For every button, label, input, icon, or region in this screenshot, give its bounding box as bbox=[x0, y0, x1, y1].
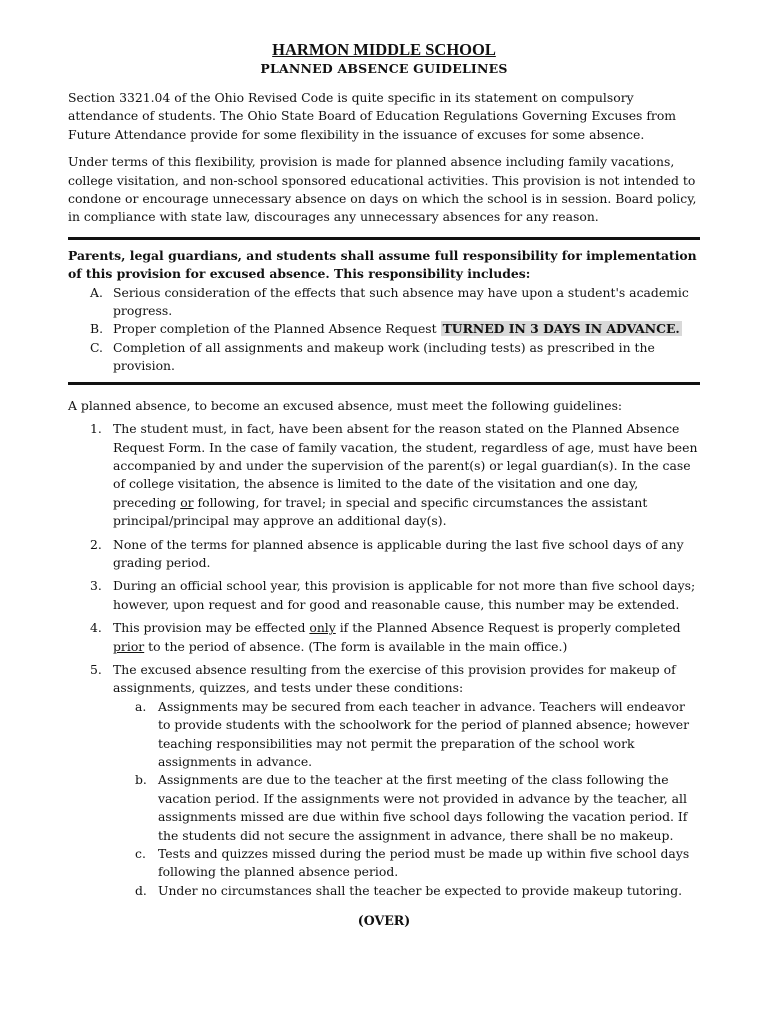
intro-paragraph-2: Under terms of this flexibility, provision is made for planned absence including family vacations, college visitation, and non-school sponsored educational activities. This provision is not intended to condone or encourage unnecessary absence on days on which the school is in session. Board policy, in compliance with state law, discourages any unnecessary absences for any reason. bbox=[68, 154, 697, 225]
section-divider-top bbox=[68, 237, 700, 240]
guideline-text: The excused absence resulting from the exercise of this provision provides for makeup of assignments, quizzes, and tests under these conditions: bbox=[113, 661, 676, 696]
list-item bbox=[113, 698, 700, 772]
school-title: HARMON MIDDLE SCHOOL bbox=[272, 40, 496, 59]
list-item bbox=[113, 882, 700, 900]
guideline-text: to the period of absence. (The form is available in the main office.) bbox=[144, 638, 568, 654]
document-subtitle: PLANNED ABSENCE GUIDELINES bbox=[260, 61, 508, 76]
list-marker: b. bbox=[135, 772, 147, 788]
underlined-word: prior bbox=[113, 638, 145, 654]
advance-notice-highlight: TURNED IN 3 DAYS IN ADVANCE. bbox=[442, 321, 680, 337]
guideline-item-4 bbox=[68, 619, 700, 656]
list-item-text: Assignments are due to the teacher at the first meeting of the class following the vacation period. If the assignments were not provided in advance by the teacher, all assignments missed are due within five school days following the vacation period. If the students did not secure the assignment in advance, there shall be no makeup. bbox=[158, 772, 688, 843]
list-item bbox=[68, 320, 700, 338]
list-item-text: Proper completion of the Planned Absence Request bbox=[113, 321, 441, 337]
guideline-text: This provision may be effected bbox=[113, 620, 310, 636]
list-item-text: Assignments may be secured from each teacher in advance. Teachers will endeavor to provide students with the schoolwork for the period of planned absence; however teaching responsibilities may not permit the preparation of the school work assignments in advance. bbox=[158, 698, 690, 769]
guideline-text: None of the terms for planned absence is applicable during the last five school days of any grading period. bbox=[113, 536, 684, 570]
makeup-conditions-list bbox=[113, 698, 700, 900]
list-marker: d. bbox=[135, 882, 147, 898]
list-marker: C. bbox=[90, 339, 103, 355]
list-item-text: Under no circumstances shall the teacher be expected to provide makeup tutoring. bbox=[158, 882, 683, 898]
list-item bbox=[68, 339, 700, 376]
list-marker: B. bbox=[90, 321, 104, 337]
guideline-item-2 bbox=[68, 536, 700, 573]
list-marker: 5. bbox=[90, 661, 102, 677]
guideline-item-1 bbox=[68, 420, 700, 530]
underlined-word: only bbox=[309, 620, 336, 636]
guideline-text: following, for travel; in special and specific circumstances the assistant principal/principal may approve an additional day(s). bbox=[113, 494, 648, 529]
list-marker: 4. bbox=[90, 620, 102, 636]
section-divider-bottom bbox=[68, 382, 700, 385]
list-marker: 3. bbox=[90, 578, 102, 594]
intro-paragraph-1: Section 3321.04 of the Ohio Revised Code is quite specific in its statement on compulsory attendance of students. The Ohio State Board of Education Regulations Governing Excuses from Future Attendance provide for some flexibility in the issuance of excuses for some absence. bbox=[68, 90, 677, 142]
list-item-text: Tests and quizzes missed during the period must be made up within five school days following the planned absence period. bbox=[158, 846, 690, 880]
guidelines-list bbox=[68, 420, 700, 900]
guideline-text: During an official school year, this provision is applicable for not more than five school days; however, upon request and for good and reasonable cause, this number may be extended. bbox=[113, 578, 696, 612]
list-marker: A. bbox=[90, 284, 103, 300]
list-item bbox=[113, 771, 700, 845]
list-marker: 2. bbox=[90, 536, 102, 552]
guideline-item-3 bbox=[68, 577, 700, 614]
list-marker: a. bbox=[135, 698, 147, 714]
over-indicator: (OVER) bbox=[357, 913, 411, 929]
list-item-text: Serious consideration of the effects that such absence may have upon a student's academic progress. bbox=[113, 284, 689, 319]
guideline-text: if the Planned Absence Request is properly completed bbox=[335, 620, 681, 636]
responsibility-heading: Parents, legal guardians, and students shall assume full responsibility for implementation of this provision for excused absence. This responsibility includes: bbox=[68, 247, 697, 282]
underlined-word: or bbox=[180, 494, 194, 510]
list-item bbox=[113, 845, 700, 882]
guideline-text: The student must, in fact, have been absent for the reason stated on the Planned Absence Request Form. In the case of family vacation, the student, regardless of age, must have been accompanied by and under the supervision of the parent(s) or legal guardian(s). In the case of college visitation, the absence is limited to the date of the visitation and one day, preceding bbox=[113, 421, 698, 510]
document-page bbox=[68, 40, 700, 928]
list-item-text: Completion of all assignments and makeup work (including tests) as prescribed in the provision. bbox=[113, 339, 655, 374]
list-marker: c. bbox=[135, 846, 146, 862]
guideline-item-5 bbox=[68, 661, 700, 900]
responsibility-list bbox=[68, 284, 700, 376]
list-marker: 1. bbox=[90, 421, 102, 437]
guidelines-intro: A planned absence, to become an excused absence, must meet the following guidelines: bbox=[68, 397, 623, 413]
list-item bbox=[68, 284, 700, 321]
